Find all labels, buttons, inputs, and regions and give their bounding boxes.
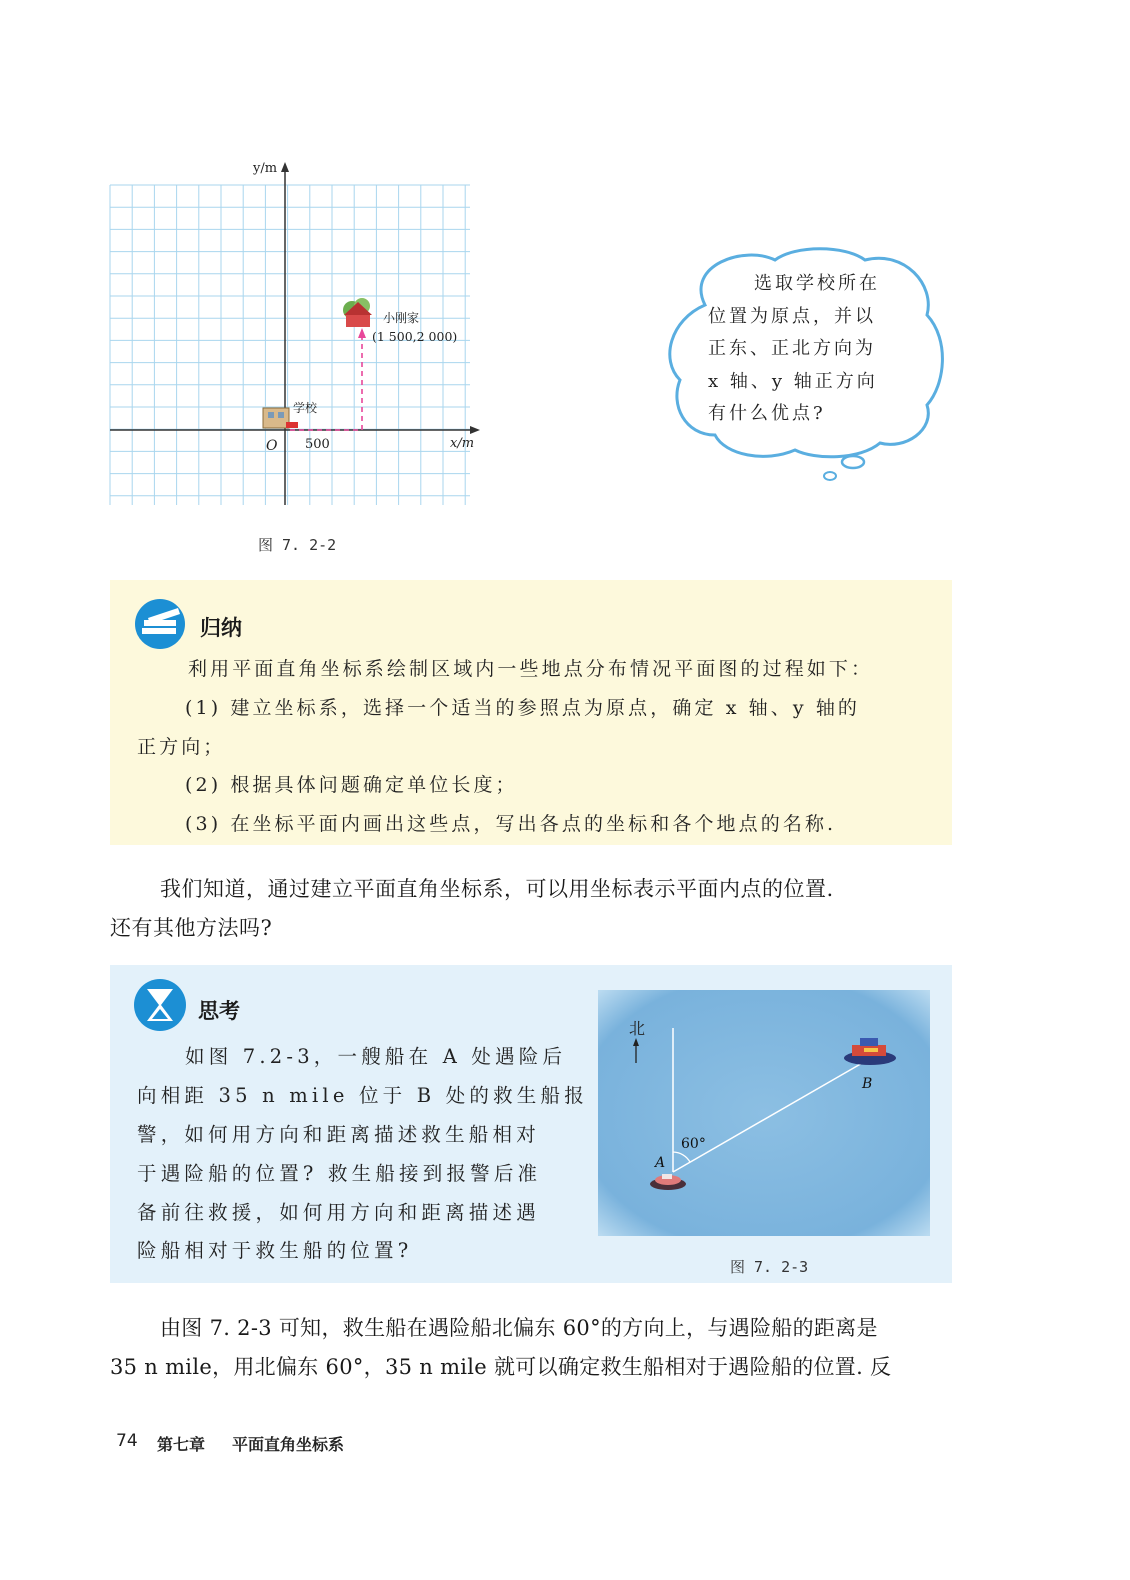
paragraph-line: 还有其他方法吗? [110,916,273,940]
home-coordinate: (1 500,2 000) [372,329,458,344]
figure-7-2-2-caption: 图 7. 2-2 [258,536,337,554]
summary-line: (1) 建立坐标系，选择一个适当的参照点为原点，确定 x 轴、y 轴的 [185,697,861,719]
figure-7-2-3-caption: 图 7. 2-3 [730,1258,809,1276]
hourglass-icon [132,977,188,1033]
x-axis-label: x/m [450,436,475,451]
think-line: 于遇险船的位置? 救生船接到报警后准 [137,1162,542,1185]
home-label: 小刚家 [383,311,420,325]
bubble-line: 位置为原点，并以 [708,305,876,327]
bubble-line: 有什么优点? [708,403,826,424]
point-a-label: A [655,1155,666,1171]
paragraph-line: 由图 7. 2-3 可知，救生船在遇险船北偏东 60°的方向上，与遇险船的距离是 [160,1316,878,1340]
summary-line: 利用平面直角坐标系绘制区域内一些地点分布情况平面图的过程如下： [188,658,874,680]
summary-title: 归纳 [200,616,242,640]
school-label: 学校 [293,401,318,415]
bubble-line: x 轴、y 轴正方向 [708,370,878,392]
y-axis-arrow [281,162,289,172]
y-axis-label: y/m [253,161,278,176]
book-stack-icon [132,598,190,650]
home-icon [343,298,372,327]
think-title: 思考 [198,999,240,1023]
north-label: 北 [629,1019,646,1038]
point-b-label: B [862,1076,873,1092]
think-line: 如图 7.2-3，一艘船在 A 处遇险后 [185,1045,567,1068]
page-number: 74 [116,1431,138,1451]
chapter-title: 平面直角坐标系 [232,1435,345,1454]
summary-box [110,580,952,845]
think-line: 警，如何用方向和距离描述救生船相对 [137,1123,540,1146]
figure-7-2-3 [598,990,930,1236]
route-dashed-line [290,330,362,430]
bubble-text [708,268,908,431]
route-arrow [358,328,366,338]
bubble-line: 正东、正北方向为 [708,338,876,359]
tick-label-500: 500 [305,437,330,452]
think-line: 向相距 35 n mile 位于 B 处的救生船报 [137,1084,588,1107]
chapter-number: 第七章 [157,1435,206,1454]
origin-label: O [266,438,278,454]
summary-line: (2) 根据具体问题确定单位长度； [185,774,518,796]
x-axis-arrow [470,426,480,434]
paragraph-line: 35 n mile，用北偏东 60°，35 n mile 就可以确定救生船相对于遇险船的位置. 反 [110,1355,892,1379]
summary-line: (3) 在坐标平面内画出这些点，写出各点的坐标和各个地点的名称. [185,813,837,835]
bubble-line: 选取学校所在 [754,273,880,294]
angle-label: 60° [681,1136,706,1152]
paragraph-line: 我们知道，通过建立平面直角坐标系，可以用坐标表示平面内点的位置. [160,877,834,901]
figure-7-2-2 [100,150,500,520]
think-line: 备前往救援，如何用方向和距离描述遇 [137,1201,540,1224]
summary-line: 正方向； [137,736,226,758]
think-line: 险船相对于救生船的位置? [137,1239,413,1262]
